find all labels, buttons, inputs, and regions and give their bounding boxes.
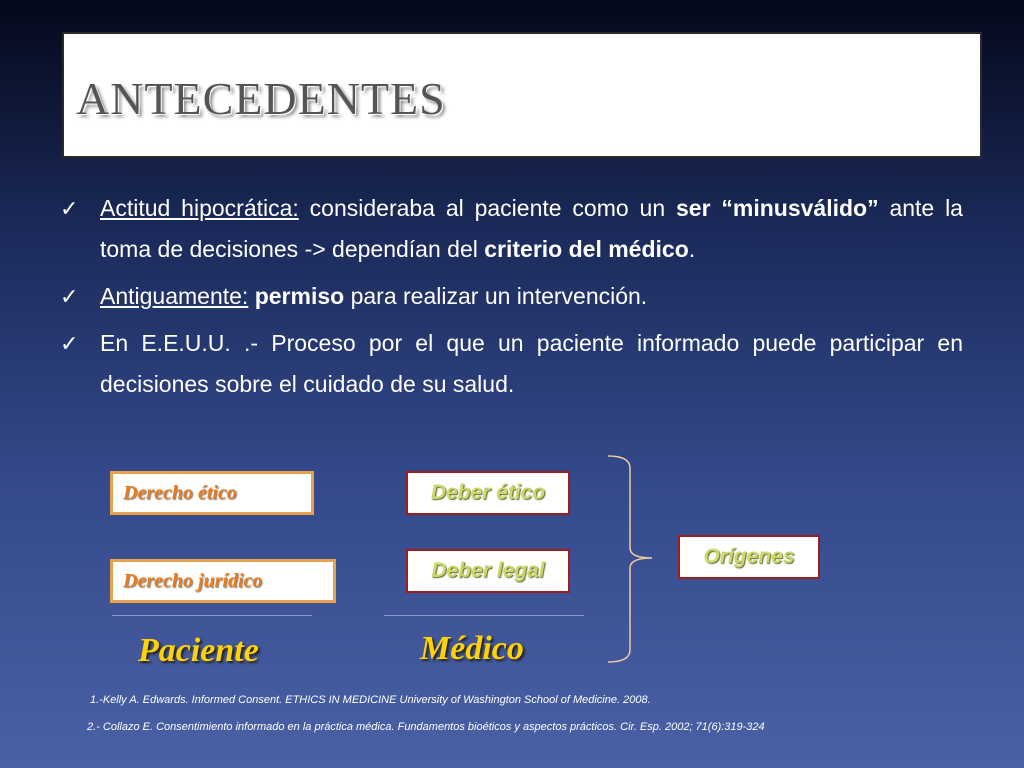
right-brace-icon <box>600 452 670 668</box>
title-box <box>62 32 982 158</box>
bullet-item <box>60 188 963 270</box>
origenes-label: Orígenes <box>703 545 795 568</box>
bullet-text: Antiguamente: <box>100 283 249 309</box>
bullet-text: Actitud hipocrática: <box>100 195 299 221</box>
derecho-etico-box <box>110 471 314 515</box>
origenes-box <box>678 535 820 579</box>
bullet-item <box>60 276 963 317</box>
check-icon: ✓ <box>60 284 79 309</box>
check-icon: ✓ <box>60 196 79 221</box>
bullet-text: ante la toma de decisiones -> dependían del <box>100 195 963 262</box>
deber-etico-label: Deber ético <box>430 481 546 504</box>
bullet-text: ser “minusválido” <box>675 195 879 221</box>
derecho-etico-label: Derecho ético <box>123 481 237 504</box>
bullet-text: En E.E.U.U. .- Proceso por el que un paciente informado puede participar en decisiones sobre el cuidado de su salud. <box>100 330 963 397</box>
medico-underline <box>384 615 584 616</box>
bullet-text: . <box>688 236 696 262</box>
bullet-text: criterio del médico <box>484 236 689 262</box>
paciente-label: Paciente <box>138 632 259 669</box>
derecho-juridico-label: Derecho jurídico <box>123 569 263 592</box>
deber-etico-box <box>406 471 570 515</box>
derecho-juridico-box <box>110 559 336 603</box>
slide-title: ANTECEDENTES <box>76 73 446 124</box>
bullet-text: permiso <box>254 283 345 309</box>
reference-2: 2.- Collazo E. Consentimiento informado en la práctica médica. Fundamentos bioéticos y aspectos prácticos. Cir. Esp. 2002; 71(6):319-324 <box>87 721 765 733</box>
paciente-underline <box>112 615 312 616</box>
bullet-text: para realizar un intervención. <box>344 283 648 309</box>
reference-1: 1.-Kelly A. Edwards. Informed Consent. ETHICS IN MEDICINE University of Washington School of Medicine. 2008. <box>90 694 651 706</box>
medico-label: Médico <box>420 630 524 667</box>
deber-legal-box <box>406 549 570 593</box>
deber-legal-label: Deber legal <box>431 559 545 582</box>
bullet-list <box>60 188 963 411</box>
bullet-text: consideraba al paciente como un <box>298 195 676 221</box>
check-icon: ✓ <box>60 331 79 356</box>
bullet-item <box>60 323 963 405</box>
